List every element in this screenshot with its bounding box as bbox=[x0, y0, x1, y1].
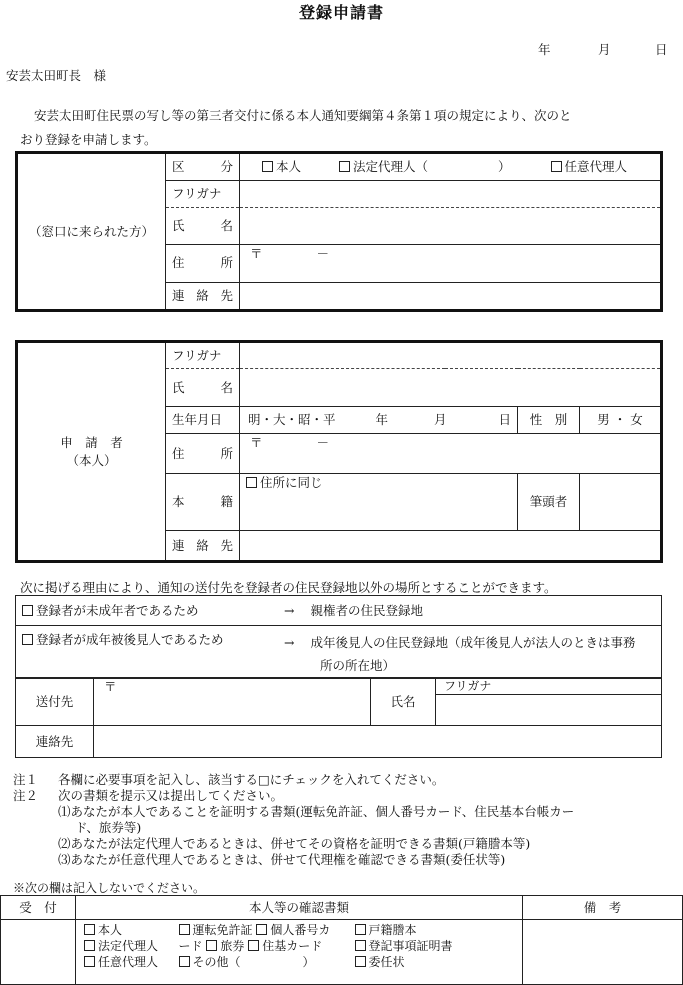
opt-self-checkbox[interactable] bbox=[262, 159, 301, 174]
doc-license[interactable] bbox=[179, 923, 253, 937]
visitor-section-label: （窓口に来られた方） bbox=[17, 153, 166, 311]
opt-voluntary-label: 任意代理人 bbox=[564, 159, 628, 175]
doc-label: その他（ bbox=[192, 955, 241, 969]
address-label: 住 所 bbox=[172, 445, 233, 461]
doc-label: 任意代理人 bbox=[98, 955, 159, 969]
note-2-1: ⑴あなたが本人であることを証明する書類(運転免許証、個人番号カード、住民基本台帳カー bbox=[58, 804, 575, 819]
postal-dash: － bbox=[316, 434, 330, 450]
head-label: 筆頭者 bbox=[518, 474, 580, 531]
send-table bbox=[15, 678, 662, 758]
reception-label: 受 付 bbox=[1, 896, 76, 920]
arrow-icon: → bbox=[284, 602, 295, 618]
dob-year: 年 bbox=[375, 411, 389, 427]
doc-juki[interactable] bbox=[248, 939, 322, 953]
send-to-label: 送付先 bbox=[16, 679, 94, 726]
remarks-field bbox=[523, 920, 683, 985]
reason-dest-2 bbox=[278, 626, 662, 678]
reason-row-1[interactable] bbox=[16, 596, 279, 626]
send-contact-field[interactable] bbox=[94, 726, 662, 758]
name-label: 氏 名 bbox=[172, 379, 233, 395]
reason-dest-1 bbox=[278, 596, 662, 626]
reason-row-2[interactable] bbox=[16, 626, 279, 678]
docs-header: 本人等の確認書類 bbox=[76, 896, 523, 920]
checkbox-icon bbox=[256, 924, 267, 935]
checkbox-icon bbox=[84, 924, 95, 935]
doc-label: 法定代理人 bbox=[98, 939, 159, 953]
doc-label: 運転免許証 bbox=[192, 923, 253, 937]
note-2-label: 注２ bbox=[13, 788, 39, 803]
opt-legal-close: ） bbox=[498, 159, 511, 175]
office-table bbox=[0, 895, 683, 985]
applicant-name-field[interactable] bbox=[240, 369, 662, 406]
applicant-table bbox=[15, 340, 663, 563]
doc-label: 住基カード bbox=[262, 939, 323, 953]
date-day: 日 bbox=[655, 42, 668, 57]
kubun-label: 区 分 bbox=[172, 159, 233, 175]
postal-mark: 〒 bbox=[250, 434, 263, 450]
contact-label: 連 絡 先 bbox=[172, 537, 233, 553]
docs-col-2 bbox=[175, 920, 349, 985]
docs-col-3 bbox=[349, 920, 523, 985]
doc-label: 個人番号カ bbox=[270, 923, 331, 937]
checkbox-icon bbox=[262, 161, 273, 172]
sex-label: 性 別 bbox=[518, 406, 580, 433]
checkbox-icon bbox=[206, 940, 217, 951]
honseki-field[interactable] bbox=[240, 474, 518, 531]
opt-voluntary-checkbox[interactable] bbox=[551, 159, 628, 174]
applicant-address-field[interactable] bbox=[240, 433, 662, 473]
postal-dash: － bbox=[316, 245, 330, 261]
intro-line-1: 安芸太田町住民票の写し等の第三者交付に係る本人通知要綱第４条第１項の規定により、次のと bbox=[34, 108, 572, 123]
applicant-section bbox=[17, 342, 166, 562]
visitor-table bbox=[15, 151, 663, 312]
applicant-section-label: 申 請 者 bbox=[60, 435, 123, 450]
doc-passport[interactable] bbox=[206, 939, 244, 953]
checkbox-icon bbox=[355, 940, 366, 951]
doc-label: 登記事項証明書 bbox=[368, 939, 453, 953]
checkbox-icon bbox=[355, 924, 366, 935]
visitor-address-field[interactable] bbox=[240, 244, 662, 282]
visitor-name-field[interactable] bbox=[240, 208, 662, 244]
doc-label: 戸籍謄本 bbox=[368, 923, 417, 937]
note-2-1b: ド、旅券等) bbox=[75, 820, 142, 835]
checkbox-icon bbox=[84, 940, 95, 951]
doc-label: 旅券 bbox=[220, 939, 245, 953]
reason-dest: 親権者の住民登録地 bbox=[310, 602, 423, 618]
note-1: 各欄に必要事項を記入し、該当する□にチェックを入れてください。 bbox=[58, 772, 445, 787]
doc-mynumber[interactable] bbox=[256, 923, 330, 937]
reason-dest: 成年後見人の住民登録地（成年後見人が法人のときは事務 bbox=[310, 635, 636, 650]
opt-self-label: 本人 bbox=[276, 159, 302, 175]
checkbox-icon bbox=[22, 634, 33, 645]
visitor-furigana-field[interactable] bbox=[240, 181, 662, 208]
contact-label: 連 絡 先 bbox=[172, 288, 233, 304]
send-name-label: 氏名 bbox=[371, 679, 436, 726]
doc-self[interactable] bbox=[84, 922, 171, 938]
visitor-contact-field[interactable] bbox=[240, 282, 662, 310]
checkbox-icon bbox=[84, 956, 95, 967]
doc-label: ード bbox=[178, 939, 203, 953]
send-furigana[interactable]: フリガナ bbox=[436, 679, 662, 695]
office-note: ※次の欄は記入しないでください。 bbox=[13, 881, 206, 895]
intro-line-2: おり登録を申請します。 bbox=[20, 132, 157, 147]
reason-text: 登録者が未成年者であるため bbox=[36, 602, 199, 618]
send-contact-label: 連絡先 bbox=[16, 726, 94, 758]
checkbox-icon bbox=[22, 605, 33, 616]
dob-label: 生年月日 bbox=[166, 406, 240, 433]
address-label: 住 所 bbox=[172, 255, 233, 271]
applicant-contact-field[interactable] bbox=[240, 530, 662, 561]
doc-label: 委任状 bbox=[368, 955, 405, 969]
head-field[interactable] bbox=[580, 474, 662, 531]
date-month: 月 bbox=[598, 42, 611, 57]
reason-dest-cont: 所の所在地） bbox=[320, 657, 396, 673]
honseki-label: 本 籍 bbox=[172, 494, 233, 510]
checkbox-icon bbox=[248, 940, 259, 951]
checkbox-icon bbox=[355, 956, 366, 967]
reason-text: 登録者が成年被後見人であるため bbox=[36, 632, 224, 647]
doc-proxy[interactable] bbox=[355, 954, 523, 970]
checkbox-icon bbox=[179, 956, 190, 967]
note-1-label: 注１ bbox=[13, 772, 39, 787]
send-to-field[interactable] bbox=[94, 679, 371, 726]
page-title: 登録申請書 bbox=[298, 3, 384, 22]
postal-mark: 〒 bbox=[250, 245, 263, 261]
sex-options[interactable]: 男 ・ 女 bbox=[580, 406, 662, 433]
dob-month: 月 bbox=[434, 411, 447, 427]
doc-registry[interactable] bbox=[355, 938, 523, 954]
reason-intro: 次に掲げる理由により、通知の送付先を登録者の住民登録地以外の場所とすることができます。 bbox=[20, 580, 557, 595]
furigana-label: フリガナ bbox=[166, 181, 240, 208]
send-name-field[interactable] bbox=[436, 695, 662, 726]
reasons-table bbox=[15, 595, 662, 678]
checkbox-icon bbox=[339, 161, 350, 172]
note-2-3: ⑶あなたが任意代理人であるときは、併せて代理権を確認できる書類(委任状等) bbox=[58, 852, 506, 867]
postal-mark: 〒 bbox=[104, 679, 117, 694]
doc-koseki[interactable] bbox=[355, 922, 523, 938]
checkbox-icon bbox=[179, 924, 190, 935]
checkbox-icon bbox=[246, 477, 257, 488]
doc-label: 本人 bbox=[98, 923, 123, 937]
doc-legal[interactable] bbox=[84, 938, 171, 954]
same-address-checkbox[interactable] bbox=[246, 475, 323, 490]
note-2: 次の書類を提示又は提出してください。 bbox=[58, 788, 284, 803]
arrow-icon: → bbox=[284, 635, 295, 650]
opt-legal-checkbox[interactable] bbox=[339, 159, 428, 174]
furigana-label: フリガナ bbox=[166, 342, 240, 369]
docs-col-1 bbox=[76, 920, 175, 985]
applicant-section-sub: （本人） bbox=[66, 452, 117, 468]
checkbox-icon bbox=[551, 161, 562, 172]
note-2-2: ⑵あなたが法定代理人であるときは、併せてその資格を証明できる書類(戸籍謄本等) bbox=[58, 836, 531, 851]
dob-day: 日 bbox=[498, 411, 512, 427]
doc-other[interactable] bbox=[179, 954, 349, 970]
doc-label: ） bbox=[302, 955, 315, 969]
applicant-furigana-field[interactable] bbox=[240, 342, 662, 369]
date-year: 年 bbox=[538, 42, 551, 57]
kubun-options bbox=[240, 153, 662, 181]
remarks-label: 備 考 bbox=[523, 896, 683, 920]
doc-voluntary[interactable] bbox=[84, 954, 171, 970]
dob-eras: 明・大・昭・平 bbox=[248, 411, 336, 427]
opt-legal-label: 法定代理人（ bbox=[353, 159, 429, 175]
reception-field bbox=[1, 920, 76, 985]
name-label: 氏 名 bbox=[172, 218, 233, 234]
addressee: 安芸太田町長 様 bbox=[6, 68, 107, 83]
same-address-label: 住所に同じ bbox=[260, 475, 323, 491]
dob-field[interactable] bbox=[240, 406, 518, 433]
